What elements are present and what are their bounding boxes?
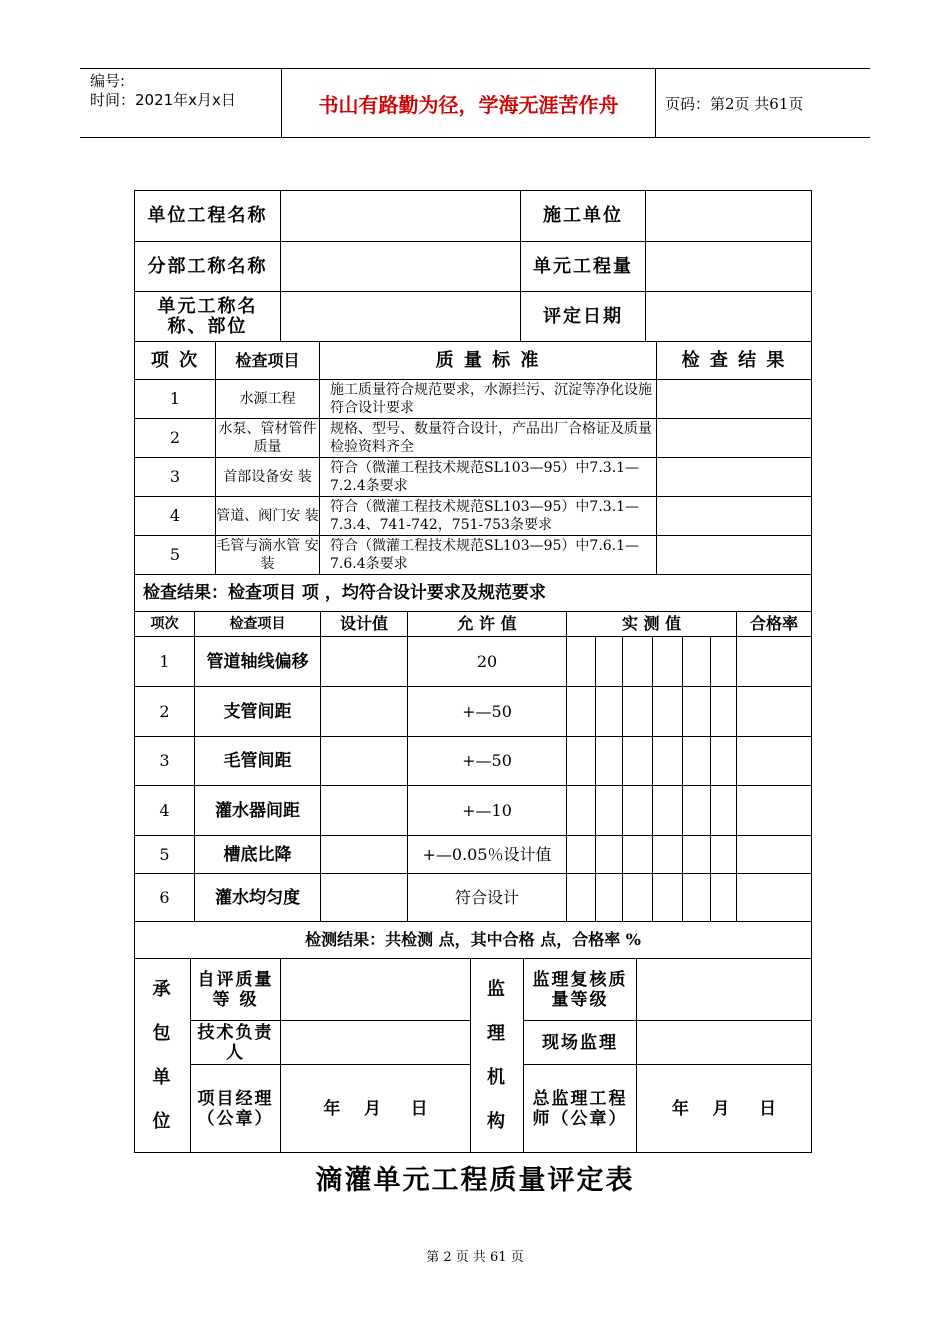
- row-item: 毛管与滴水管 安 装: [216, 536, 320, 575]
- tech-lead-label: 技术负责 人: [191, 1021, 281, 1065]
- row-item: 槽底比降: [195, 836, 321, 874]
- supervisor-char: 理: [487, 1022, 507, 1044]
- header-motto: 书山有路勤为径，学海无涯苦作舟: [282, 69, 656, 137]
- chief-supervisor-label: 总监理工程 师（公章）: [524, 1065, 637, 1153]
- page-header: [80, 68, 870, 138]
- eval-date-label: 评定日期: [521, 292, 646, 342]
- unit-name-part-value[interactable]: [281, 292, 521, 342]
- project-manager-label: 项目经理（公章）: [191, 1065, 281, 1153]
- contractor-label: [135, 959, 191, 1153]
- measured-cell[interactable]: [596, 874, 623, 922]
- date-right[interactable]: 年 月 日: [637, 1065, 812, 1153]
- row-no: 5: [135, 536, 216, 575]
- self-grade-label: 自评质量等 级: [191, 959, 281, 1021]
- measured-cell[interactable]: [711, 836, 737, 874]
- tech-lead-value[interactable]: [281, 1021, 471, 1065]
- measured-cell[interactable]: [683, 737, 711, 786]
- row-result[interactable]: [657, 419, 812, 458]
- supervisor-char: 机: [487, 1066, 507, 1088]
- measured-cell[interactable]: [567, 687, 596, 737]
- measured-cell[interactable]: [567, 874, 596, 922]
- measured-cell[interactable]: [567, 737, 596, 786]
- sub-project-name-label: 分部工称名称: [135, 242, 281, 292]
- row-item: 管道、阀门安 装: [216, 497, 320, 536]
- measured-cell[interactable]: [653, 637, 683, 687]
- table-row: [135, 458, 812, 497]
- measured-cell[interactable]: [567, 836, 596, 874]
- contractor-char: 包: [152, 1022, 173, 1044]
- supervisor-label: [471, 959, 524, 1153]
- row-no: 5: [135, 836, 195, 874]
- row-rate[interactable]: [737, 737, 812, 786]
- measure-col-item: 检查项目: [195, 612, 321, 637]
- row-design[interactable]: [321, 637, 408, 687]
- row-no: 1: [135, 380, 216, 419]
- info-table: [134, 190, 812, 342]
- measured-cell[interactable]: [653, 737, 683, 786]
- signoff-table: [134, 958, 812, 1153]
- table-row: [135, 380, 812, 419]
- measured-cell[interactable]: [623, 637, 653, 687]
- measured-cell[interactable]: [711, 637, 737, 687]
- table-row: [135, 786, 812, 836]
- row-item: 首部设备安 装: [216, 458, 320, 497]
- row-result[interactable]: [657, 380, 812, 419]
- eval-date-value[interactable]: [646, 292, 812, 342]
- measure-col-no: 项次: [135, 612, 195, 637]
- page-title: 滴灌单元工程质量评定表: [315, 1165, 635, 1196]
- measure-col-allow: 允 许 值: [408, 612, 567, 637]
- measured-cell[interactable]: [596, 637, 623, 687]
- table-row: [135, 836, 812, 874]
- review-grade-value[interactable]: [637, 959, 812, 1021]
- row-no: 2: [135, 419, 216, 458]
- row-no: 4: [135, 786, 195, 836]
- construction-unit-value[interactable]: [646, 191, 812, 242]
- row-design[interactable]: [321, 836, 408, 874]
- table-row: [135, 497, 812, 536]
- measured-cell[interactable]: [683, 874, 711, 922]
- unit-name-part-label: [135, 292, 281, 342]
- construction-unit-label: 施工单位: [521, 191, 646, 242]
- measured-cell[interactable]: [683, 786, 711, 836]
- measured-cell[interactable]: [711, 874, 737, 922]
- measured-cell[interactable]: [596, 786, 623, 836]
- row-rate[interactable]: [737, 874, 812, 922]
- header-page-info: 页码：第2页 共61页: [665, 94, 804, 113]
- row-result[interactable]: [657, 458, 812, 497]
- table-row: [135, 737, 812, 786]
- measured-cell[interactable]: [711, 687, 737, 737]
- row-design[interactable]: [321, 874, 408, 922]
- measured-cell[interactable]: [711, 786, 737, 836]
- row-item: 灌水器间距: [195, 786, 321, 836]
- measured-cell[interactable]: [567, 637, 596, 687]
- measured-cell[interactable]: [567, 786, 596, 836]
- page-footer: 第 2 页 共 61 页: [426, 1250, 524, 1265]
- inspection-col-item: 检查项目: [216, 342, 320, 380]
- measured-cell[interactable]: [623, 687, 653, 737]
- unit-name-part-line1: 单元工称名: [157, 295, 258, 317]
- unit-project-name-label: 单位工程名称: [135, 191, 281, 242]
- table-row: [135, 536, 812, 575]
- table-row: [135, 637, 812, 687]
- measurement-table: [134, 611, 812, 959]
- measured-cell[interactable]: [623, 737, 653, 786]
- row-rate[interactable]: [737, 786, 812, 836]
- row-rate[interactable]: [737, 687, 812, 737]
- site-supervisor-label: 现场监理: [524, 1021, 637, 1065]
- inspection-table: [134, 341, 812, 612]
- inspection-col-standard: 质 量 标 准: [320, 342, 657, 380]
- measured-cell[interactable]: [711, 737, 737, 786]
- measured-cell[interactable]: [623, 836, 653, 874]
- unit-quantity-label: 单元工程量: [521, 242, 646, 292]
- measured-cell[interactable]: [653, 786, 683, 836]
- row-item: 水源工程: [216, 380, 320, 419]
- row-result[interactable]: [657, 497, 812, 536]
- row-item: 管道轴线偏移: [195, 637, 321, 687]
- row-design[interactable]: [321, 687, 408, 737]
- date-left[interactable]: 年 月 日: [281, 1065, 471, 1153]
- row-design[interactable]: [321, 786, 408, 836]
- row-item: 水泵、管材管件质量: [216, 419, 320, 458]
- row-standard: 符合（微灌工程技术规范SL103—95）中7.3.1—7.2.4条要求: [320, 458, 657, 497]
- unit-name-part-line2: 称、部位: [167, 315, 248, 337]
- row-item: 灌水均匀度: [195, 874, 321, 922]
- row-allow: +—50: [408, 737, 567, 786]
- measured-cell[interactable]: [623, 786, 653, 836]
- measure-col-design: 设计值: [321, 612, 408, 637]
- row-no: 6: [135, 874, 195, 922]
- row-design[interactable]: [321, 737, 408, 786]
- row-no: 4: [135, 497, 216, 536]
- row-no: 3: [135, 737, 195, 786]
- self-grade-value[interactable]: [281, 959, 471, 1021]
- measured-cell[interactable]: [623, 874, 653, 922]
- unit-project-name-value[interactable]: [281, 191, 521, 242]
- supervisor-char: 构: [487, 1110, 507, 1132]
- site-supervisor-value[interactable]: [637, 1021, 812, 1065]
- row-allow: +—50: [408, 687, 567, 737]
- contractor-char: 单: [152, 1066, 173, 1088]
- row-item: 支管间距: [195, 687, 321, 737]
- contractor-char: 承: [152, 978, 173, 1000]
- row-item: 毛管间距: [195, 737, 321, 786]
- measured-cell[interactable]: [683, 687, 711, 737]
- measured-cell[interactable]: [596, 737, 623, 786]
- measured-cell[interactable]: [653, 687, 683, 737]
- row-result[interactable]: [657, 536, 812, 575]
- time-label: 时间：2021年x月x日: [90, 91, 236, 109]
- supervisor-char: 监: [487, 978, 507, 1000]
- table-row: [135, 874, 812, 922]
- row-allow: +—0.05％设计值: [408, 836, 567, 874]
- sub-project-name-value[interactable]: [281, 242, 521, 292]
- inspection-summary: 检查结果：检查项目 项 ，均符合设计要求及规范要求: [135, 575, 812, 612]
- measured-cell[interactable]: [683, 637, 711, 687]
- row-standard: 施工质量符合规范要求，水源拦污、沉淀等净化设施符合设计要求: [320, 380, 657, 419]
- table-row: [135, 419, 812, 458]
- measured-cell[interactable]: [653, 874, 683, 922]
- row-rate[interactable]: [737, 637, 812, 687]
- measured-cell[interactable]: [653, 836, 683, 874]
- measured-cell[interactable]: [596, 687, 623, 737]
- measured-cell[interactable]: [596, 836, 623, 874]
- row-allow: +—10: [408, 786, 567, 836]
- row-standard: 规格、型号、数量符合设计，产品出厂合格证及质量检验资料齐全: [320, 419, 657, 458]
- unit-quantity-value[interactable]: [646, 242, 812, 292]
- row-allow: 20: [408, 637, 567, 687]
- number-label: 编号:: [90, 72, 126, 90]
- contractor-char: 位: [152, 1110, 173, 1132]
- row-no: 3: [135, 458, 216, 497]
- table-row: [135, 687, 812, 737]
- inspection-col-no: 项 次: [135, 342, 216, 380]
- row-rate[interactable]: [737, 836, 812, 874]
- row-standard: 符合（微灌工程技术规范SL103—95）中7.6.1—7.6.4条要求: [320, 536, 657, 575]
- review-grade-label: 监理复核质量等级: [524, 959, 637, 1021]
- measurement-summary: 检测结果：共检测 点，其中合格 点，合格率 %: [135, 922, 812, 959]
- measure-col-measured: 实 测 值: [567, 612, 737, 637]
- row-no: 2: [135, 687, 195, 737]
- measured-cell[interactable]: [683, 836, 711, 874]
- row-no: 1: [135, 637, 195, 687]
- header-meta: [80, 69, 282, 137]
- row-standard: 符合（微灌工程技术规范SL103—95）中7.3.1—7.3.4、741-742，751-753条要求: [320, 497, 657, 536]
- measure-col-rate: 合格率: [737, 612, 812, 637]
- row-allow: 符合设计: [408, 874, 567, 922]
- inspection-col-result: 检 查 结 果: [657, 342, 812, 380]
